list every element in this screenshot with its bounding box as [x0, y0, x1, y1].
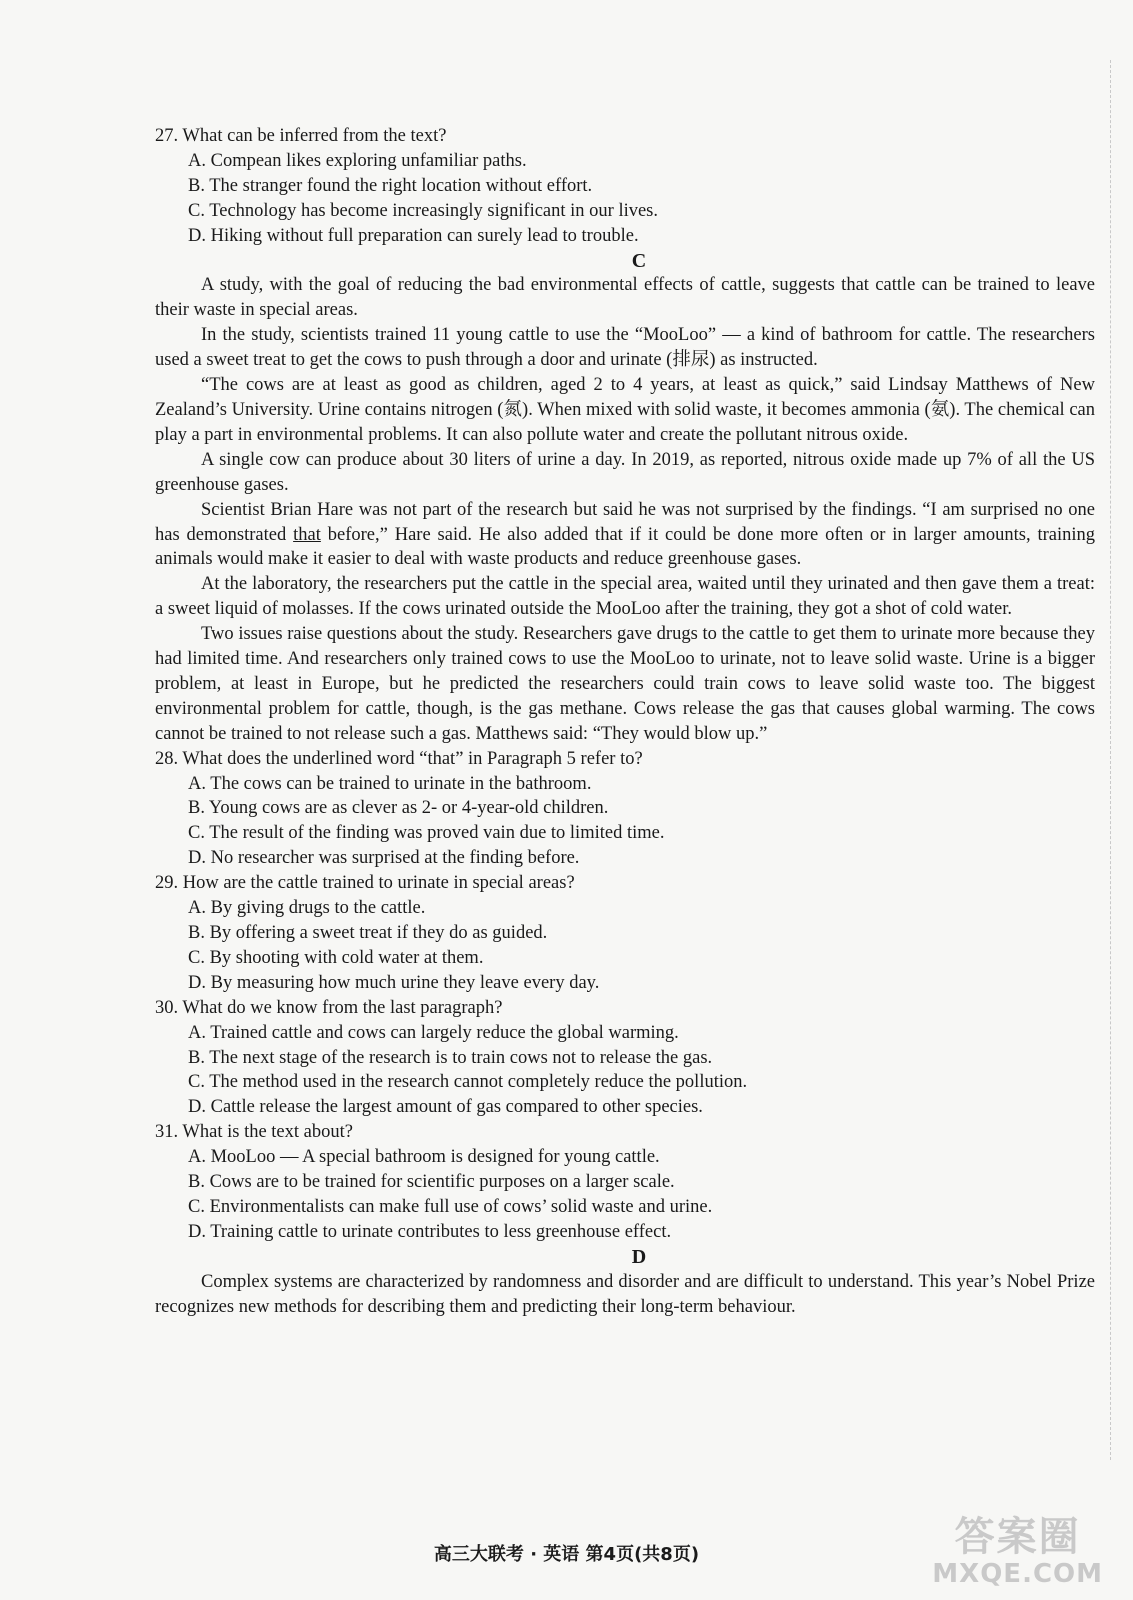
question-27: [155, 124, 1095, 249]
section-heading: D: [631, 1245, 647, 1268]
paragraph-4: A single cow can produce about 30 liters of urine a day. In 2019, as reported, nitrous oxide made up 7% of all the US greenhouse gases.: [155, 449, 1095, 495]
section-heading: C: [631, 249, 647, 272]
option-a: A. Trained cattle and cows can largely reduce the global warming.: [188, 1022, 679, 1043]
paragraph-2: In the study, scientists trained 11 young cattle to use the “MooLoo” — a kind of bathroom for cattle. The researchers used a sweet treat to get the cows to push through a door and urinate (排尿) as instructed.: [155, 325, 1095, 371]
watermark-url: MXQE.COM: [932, 1559, 1103, 1589]
paragraph-1: A study, with the goal of reducing the bad environmental effects of cattle, suggests that cattle can be trained to leave their waste in special areas.: [155, 275, 1095, 321]
option-c: C. By shooting with cold water at them.: [188, 947, 484, 968]
option-c: C. Environmentalists can make full use of cows’ solid waste and urine.: [188, 1196, 713, 1217]
option-b: B. Young cows are as clever as 2- or 4-year-old children.: [188, 798, 609, 819]
watermark-logo: [932, 1515, 1103, 1589]
question-29: [155, 871, 1095, 996]
paragraph-5: [155, 498, 1095, 573]
option-b: B. By offering a sweet treat if they do as guided.: [188, 923, 548, 943]
page-footer: 高三大联考 · 英语 第4页(共8页): [433, 1544, 700, 1565]
question-30: [155, 996, 1095, 1121]
option-d: D. Cattle release the largest amount of gas compared to other species.: [188, 1097, 703, 1118]
option-b: B. The next stage of the research is to train cows not to release the gas.: [188, 1047, 713, 1068]
question-31: [155, 1120, 1095, 1245]
question-stem: 30. What do we know from the last paragraph?: [155, 997, 503, 1018]
page-edge: [1108, 60, 1111, 1460]
exam-page: [155, 124, 1095, 1320]
watermark-main: 答案圈: [954, 1514, 1081, 1560]
option-c: C. The method used in the research cannot completely reduce the pollution.: [188, 1072, 748, 1093]
underlined-word: that: [293, 524, 321, 545]
paragraph-6: At the laboratory, the researchers put the cattle in the special area, waited until they urinated and then gave them a treat: a sweet liquid of molasses. If the cows urinated outside the MooLoo after the training, they got a shot of cold water.: [155, 574, 1095, 620]
option-d: D. No researcher was surprised at the finding before.: [188, 848, 580, 869]
option-b: B. Cows are to be trained for scientific purposes on a larger scale.: [188, 1172, 675, 1193]
question-28: [155, 747, 1095, 872]
paragraph-7: Two issues raise questions about the study. Researchers gave drugs to the cattle to get them to urinate more because they had limited time. And researchers only trained cows to use the MooLoo to urinate, not to leave solid waste. Urine is a bigger problem, at least in Europe, but he predicted the researchers could train cows to leave solid waste too. The biggest environmental problem for cattle, though, is the gas methane. Cows release the gas that causes global warming. The cows cannot be trained to not release such a gas. Matthews said: “They would blow up.”: [155, 624, 1095, 744]
question-stem: 28. What does the underlined word “that” in Paragraph 5 refer to?: [155, 748, 643, 769]
question-stem: 29. How are the cattle trained to urinate in special areas?: [155, 873, 575, 894]
option-d: D. By measuring how much urine they leave every day.: [188, 972, 600, 993]
option-c: C. Technology has become increasingly significant in our lives.: [188, 200, 659, 221]
option-a: A. The cows can be trained to urinate in the bathroom.: [188, 773, 592, 794]
paragraph-1: Complex systems are characterized by randomness and disorder and are difficult to understand. This year’s Nobel Prize recognizes new methods for describing them and predicting their long-term behaviour.: [155, 1271, 1095, 1317]
option-a: A. By giving drugs to the cattle.: [188, 898, 426, 919]
question-stem: 31. What is the text about?: [155, 1122, 353, 1143]
option-c: C. The result of the finding was proved vain due to limited time.: [188, 823, 665, 844]
section-d: [155, 1245, 1095, 1320]
option-d: D. Hiking without full preparation can surely lead to trouble.: [188, 225, 639, 246]
option-a: A. Compean likes exploring unfamiliar paths.: [188, 150, 527, 171]
paragraph-5-text-a: Scientist Brian Hare was not part of the research but said he was not surprised by the findings. “I am surprised no one has demonstrated: [155, 499, 1095, 545]
option-a: A. MooLoo — A special bathroom is designed for young cattle.: [188, 1147, 660, 1168]
question-stem: 27. What can be inferred from the text?: [155, 126, 447, 146]
paragraph-5-text-b: before,” Hare said. He also added that if it could be done more often or in larger amounts, training animals would make it easier to deal with waste products and reduce greenhouse gases.: [155, 524, 1095, 570]
paragraph-3: “The cows are at least as good as children, aged 2 to 4 years, at least as quick,” said Lindsay Matthews of New Zealand’s University. Urine contains nitrogen (氮). When mixed with solid waste, it becomes ammonia (氨). The chemical can play a part in environmental problems. It can also pollute water and create the pollutant nitrous oxide.: [155, 375, 1095, 445]
section-c: [155, 249, 1095, 747]
option-d: D. Training cattle to urinate contributes to less greenhouse effect.: [188, 1221, 672, 1242]
option-b: B. The stranger found the right location without effort.: [188, 175, 593, 196]
